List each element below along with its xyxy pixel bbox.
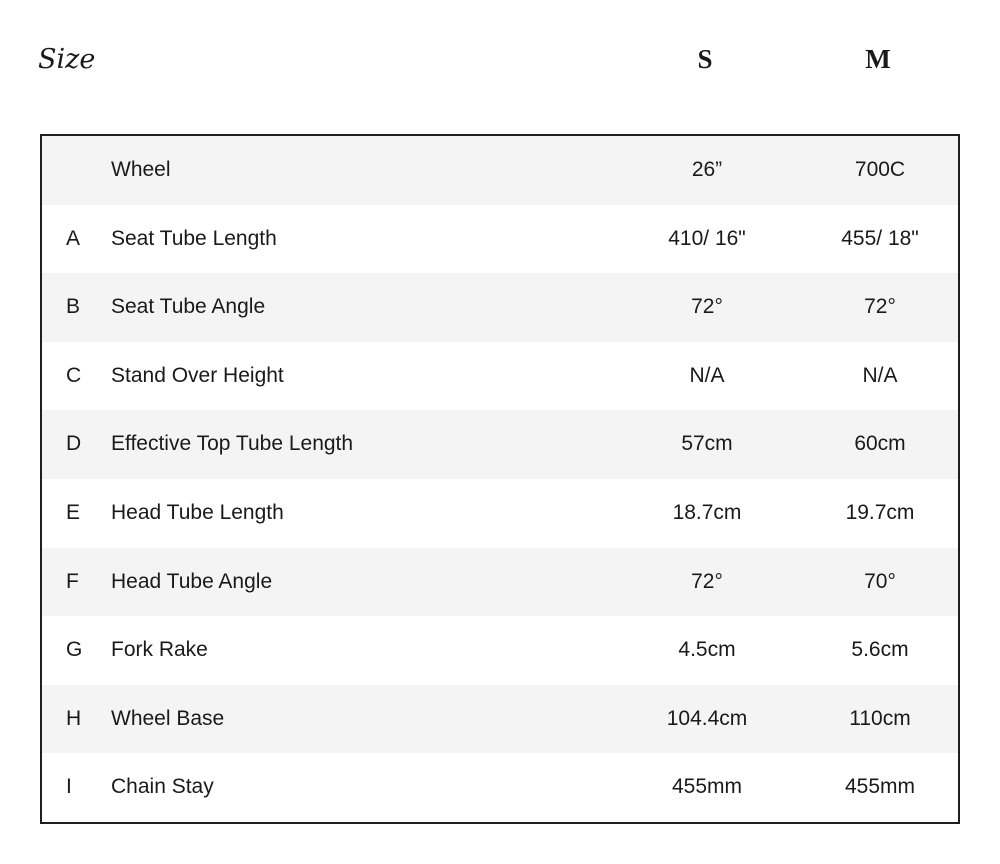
column-header-s: S xyxy=(697,44,713,74)
row-letter: D xyxy=(66,432,82,456)
row-value-m: N/A xyxy=(862,363,898,387)
row-name: Seat Tube Length xyxy=(111,226,277,250)
row-name: Head Tube Length xyxy=(111,500,284,524)
table-row-fork-rake xyxy=(42,616,958,685)
row-value-s: 104.4cm xyxy=(666,706,748,730)
row-value-s: 18.7cm xyxy=(672,500,742,524)
size-label: Size xyxy=(38,44,96,75)
row-value-m: 5.6cm xyxy=(851,638,909,662)
table-row-head-tube-angle xyxy=(42,548,958,617)
row-value-m: 19.7cm xyxy=(845,500,915,524)
row-value-s: 26” xyxy=(691,158,723,181)
row-name: Fork Rake xyxy=(111,638,208,662)
row-name: Wheel Base xyxy=(111,706,225,730)
row-letter: H xyxy=(66,706,82,730)
row-name: Effective Top Tube Length xyxy=(111,432,354,456)
row-value-m: 70° xyxy=(864,569,896,593)
geometry-table xyxy=(40,134,960,824)
row-value-m: 110cm xyxy=(849,706,911,730)
row-value-m: 455mm xyxy=(844,775,916,799)
row-value-s: 4.5cm xyxy=(678,638,736,662)
row-letter: G xyxy=(66,638,83,662)
row-value-s: 72° xyxy=(691,569,723,593)
column-header-m: M xyxy=(865,44,891,74)
table-row-wheel xyxy=(42,136,958,205)
row-name: Chain Stay xyxy=(111,775,214,799)
table-row-effective-top-tube-length xyxy=(42,410,958,479)
table-row-seat-tube-length xyxy=(42,205,958,274)
row-value-s: 72° xyxy=(691,295,723,319)
row-value-m: 700C xyxy=(854,158,906,181)
row-value-s: 455mm xyxy=(671,775,743,799)
table-row-chain-stay xyxy=(42,753,958,822)
row-letter: E xyxy=(66,500,81,524)
row-value-m: 60cm xyxy=(854,432,906,456)
row-name: Seat Tube Angle xyxy=(111,295,266,319)
row-value-s: 57cm xyxy=(681,432,733,456)
row-letter: I xyxy=(66,775,72,799)
table-row-wheel-base xyxy=(42,685,958,754)
table-row-seat-tube-angle xyxy=(42,273,958,342)
row-name: Head Tube Angle xyxy=(111,569,273,593)
row-letter: C xyxy=(66,363,82,387)
row-letter: B xyxy=(66,295,81,319)
row-value-m: 72° xyxy=(864,295,896,319)
row-letter: A xyxy=(66,226,81,250)
row-name: Stand Over Height xyxy=(111,363,284,387)
size-header xyxy=(0,0,1000,130)
row-name: Wheel xyxy=(111,158,171,181)
table-row-stand-over-height xyxy=(42,342,958,411)
row-value-s: N/A xyxy=(689,363,725,387)
row-letter: F xyxy=(66,569,79,593)
table-row-head-tube-length xyxy=(42,479,958,548)
row-value-m: 455/ 18" xyxy=(841,226,919,250)
row-value-s: 410/ 16" xyxy=(668,226,746,250)
